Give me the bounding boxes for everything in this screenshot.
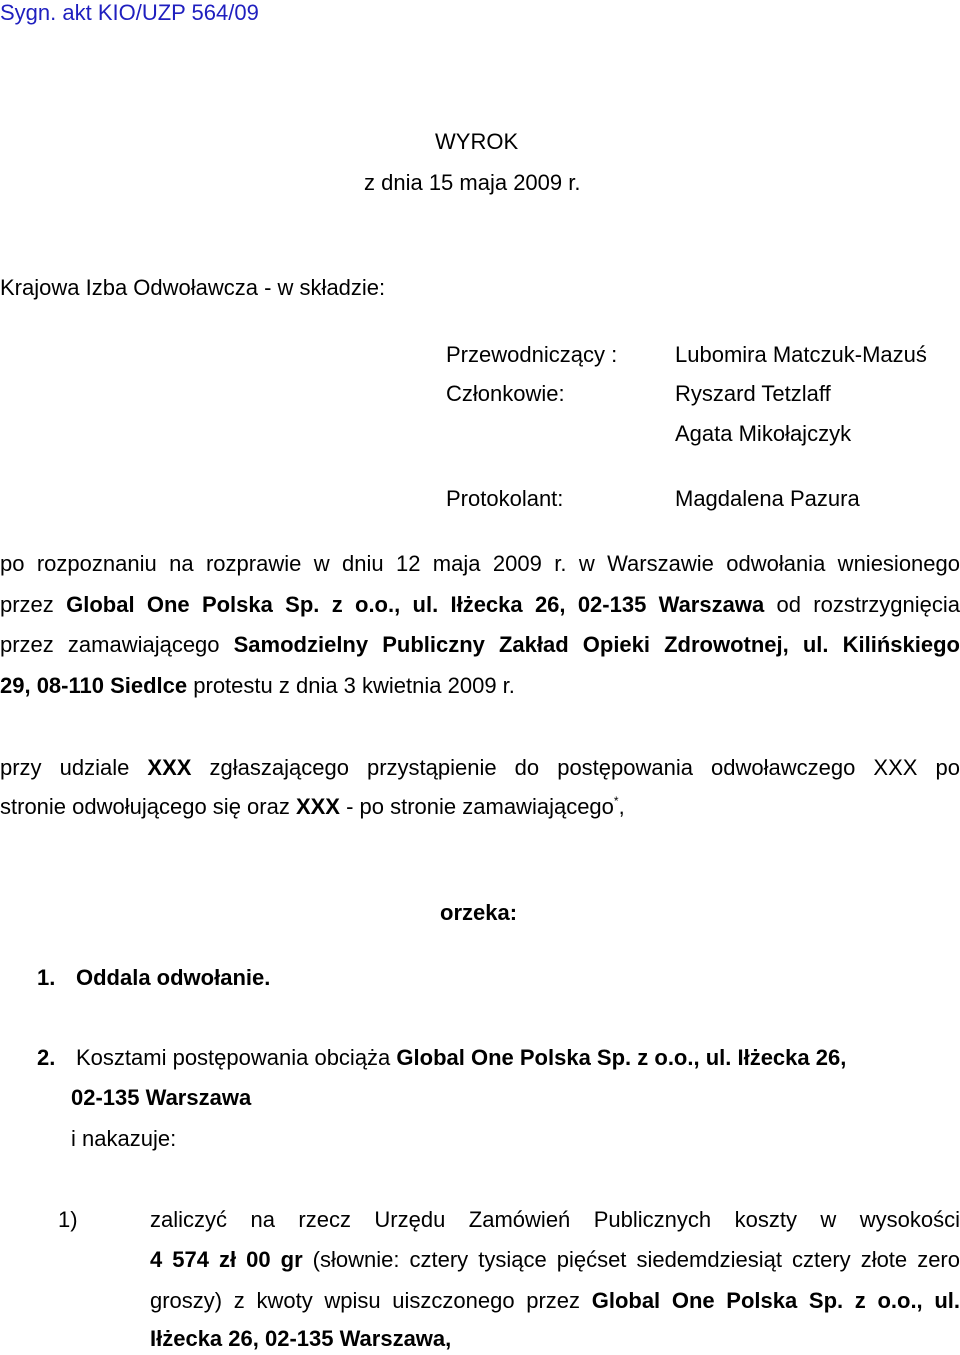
ruling-heading: orzeka: bbox=[440, 900, 518, 925]
appellant-address: 02-135 Warszawa bbox=[71, 1085, 252, 1110]
members-label: Członkowie: bbox=[446, 381, 565, 406]
ruling-item-number: 1. bbox=[37, 965, 56, 990]
participation-line bbox=[0, 757, 960, 779]
contracting-authority-address: 29, 08-110 Siedlce bbox=[0, 673, 188, 698]
member-name: Ryszard Tetzlaff bbox=[675, 381, 831, 406]
panel-intro: Krajowa Izba Odwoławcza - w składzie: bbox=[0, 275, 386, 300]
participation-text: - po stronie zamawiającego bbox=[339, 794, 614, 819]
case-signature: Sygn. akt KIO/UZP 564/09 bbox=[0, 0, 259, 25]
amount: 4 574 zł 00 gr bbox=[150, 1247, 303, 1272]
recital-line bbox=[0, 675, 515, 697]
document-title: WYROK bbox=[435, 129, 519, 154]
intervener-name: XXX bbox=[147, 755, 192, 780]
member-name: Agata Mikołajczyk bbox=[675, 421, 852, 446]
recital-text: przez zamawiającego bbox=[0, 632, 234, 657]
ruling-text: i nakazuje: bbox=[71, 1126, 177, 1151]
order-line: zaliczyć na rzecz Urzędu Zamówień Publicznych koszty w wysokości bbox=[150, 1207, 960, 1232]
order-line: Iłżecka 26, 02-135 Warszawa, bbox=[150, 1326, 452, 1351]
participation-text: zgłaszającego przystąpienie do postępowania odwoławczego XXX po bbox=[191, 755, 960, 780]
recital-line bbox=[0, 594, 960, 616]
order-line bbox=[150, 1290, 960, 1312]
judgment-date: z dnia 15 maja 2009 r. bbox=[364, 170, 581, 195]
chair-label: Przewodniczący : bbox=[446, 342, 618, 367]
appellant-name: Global One Polska Sp. z o.o., ul. bbox=[591, 1288, 960, 1313]
order-item-number: 1) bbox=[58, 1207, 78, 1232]
intervener-name: XXX bbox=[295, 794, 340, 819]
order-text: groszy) z kwoty wpisu uiszczonego przez bbox=[150, 1288, 592, 1313]
clerk-label: Protokolant: bbox=[446, 486, 564, 511]
participation-text: przy udziale bbox=[0, 755, 148, 780]
participation-text: , bbox=[618, 794, 625, 819]
ruling-item-text bbox=[76, 1047, 846, 1069]
recital-line: po rozpoznaniu na rozprawie w dniu 12 maja 2009 r. w Warszawie odwołania wniesionego bbox=[0, 551, 960, 576]
clerk-name: Magdalena Pazura bbox=[675, 486, 860, 511]
order-text: (słownie: cztery tysiące pięćset siedemdziesiąt cztery złote zero bbox=[302, 1247, 960, 1272]
recital-text: przez bbox=[0, 592, 67, 617]
participation-line bbox=[0, 796, 625, 818]
participation-text: stronie odwołującego się oraz bbox=[0, 794, 296, 819]
appellant-name: Global One Polska Sp. z o.o., ul. Iłżecka 26, 02-135 Warszawa bbox=[66, 592, 765, 617]
recital-text: od rozstrzygnięcia bbox=[764, 592, 960, 617]
ruling-item-text: Oddala odwołanie. bbox=[76, 965, 271, 990]
ruling-item-number: 2. bbox=[37, 1045, 56, 1070]
chair-name: Lubomira Matczuk-Mazuś bbox=[675, 342, 927, 367]
contracting-authority: Samodzielny Publiczny Zakład Opieki Zdrowotnej, ul. Kilińskiego bbox=[233, 632, 960, 657]
appellant-name: Global One Polska Sp. z o.o., ul. Iłżecka 26, bbox=[396, 1045, 847, 1070]
ruling-text: Kosztami postępowania obciąża bbox=[76, 1045, 397, 1070]
order-line bbox=[150, 1249, 960, 1271]
recital-line bbox=[0, 634, 960, 656]
footnote-marker: * bbox=[613, 794, 619, 808]
recital-text: protestu z dnia 3 kwietnia 2009 r. bbox=[187, 673, 515, 698]
